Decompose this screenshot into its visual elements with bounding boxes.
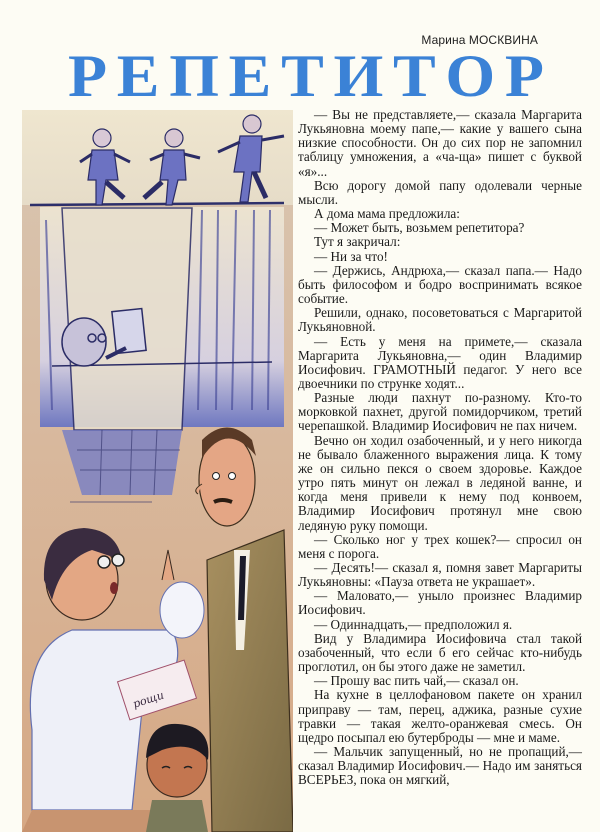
boy-figure-front bbox=[146, 724, 208, 832]
article-body bbox=[298, 108, 582, 788]
article-paragraph: — Сколько ног у трех кошек?— спросил он меня с порога. bbox=[298, 531, 582, 561]
article-paragraph: Решили, однако, посоветоваться с Маргаритой Лукьяновной. bbox=[298, 305, 582, 335]
floor-tiles bbox=[62, 430, 182, 495]
article-paragraph: Тут я закричал: bbox=[314, 234, 401, 250]
page-title bbox=[68, 41, 544, 110]
article-paragraph: А дома мама предложила: bbox=[314, 206, 460, 222]
article-paragraph: Разные люди пахнут по-разному. Кто-то морковкой пахнет, другой помидорчиком, третий черепашкой. Владимир Иосифович не пах ничем. bbox=[298, 390, 582, 434]
title-letter: Е bbox=[228, 41, 272, 110]
article-paragraph: — Десять!— сказал я, помня завет Маргариты Лукьяновны: «Пауза ответа не украшает». bbox=[298, 560, 582, 590]
title-letter: Е bbox=[116, 41, 160, 110]
article-paragraph: Вечно он ходил озабоченный, и у него никогда не бывало блаженного выражения лица. К тому же он сильно пекся о своем здоровье. Каждое утро пять минут он лежал в ледяной ванне, и когда меня привели к нему под конвоем, Владимир Иосифович протянул мне свою ледяную руку помощи. bbox=[298, 432, 582, 533]
author-name: Марина МОСКВИНА bbox=[421, 33, 538, 47]
article-paragraph: — Мальчик запущенный, но не пропащий,— сказал Владимир Иосифович.— Надо им заняться ВСЕРЬЕЗ, пока он мягкий, bbox=[298, 744, 582, 788]
article-paragraph: Вид у Владимира Иосифовича стал такой озабоченный, что если б его сейчас кто-нибудь проглотил, он бы этого даже не заметил. bbox=[298, 630, 582, 675]
title-letter: Р bbox=[68, 41, 108, 110]
article-paragraph: Всю дорогу домой папу одолевали черные мысли. bbox=[298, 177, 582, 207]
title-letter: Т bbox=[392, 41, 436, 110]
article-paragraph: — Прошу вас пить чай,— сказал он. bbox=[314, 673, 519, 689]
svg-text:рощи: рощи bbox=[131, 688, 166, 711]
article-paragraph: — Вы не представляете,— сказала Маргарита Лукьяновна моему папе,— какие у вашего сына низкие способности. Он до сих пор не запомнил таблицу умножения, а «ча-ща» пишет с буквой «я»... bbox=[298, 107, 582, 179]
title-letter: О bbox=[445, 41, 496, 110]
article-paragraph: На кухне в целлофановом пакете он хранил приправу — там, перец, аджика, разные сухие травки — такая желто-оранжевая смесь. Он щедро посыпал ею бутерброды — мне и маме. bbox=[298, 687, 582, 745]
title-letter: Р bbox=[504, 41, 544, 110]
article-paragraph: — Есть у меня на примете,— сказала Маргарита Лукьяновна,— один Владимир Иосифович. ГРАМОТНЫЙ педагог. У него все двоечники по струнке ходят... bbox=[298, 333, 582, 391]
article-paragraph: — Маловато,— уныло произнес Владимир Иосифович. bbox=[298, 588, 582, 618]
title-letter: Т bbox=[281, 41, 324, 110]
story-illustration bbox=[22, 110, 293, 832]
article-paragraph: — Может быть, возьмем репетитора? bbox=[314, 220, 525, 236]
title-letter: И bbox=[333, 41, 384, 110]
title-letter: П bbox=[169, 41, 219, 110]
article-paragraph: — Держись, Андрюха,— сказал папа.— Надо быть философом и бодро воспринимать всякое событие. bbox=[298, 262, 582, 307]
article-paragraph: — Одиннадцать,— предположил я. bbox=[314, 616, 513, 632]
article-paragraph: — Ни за что! bbox=[314, 248, 388, 264]
